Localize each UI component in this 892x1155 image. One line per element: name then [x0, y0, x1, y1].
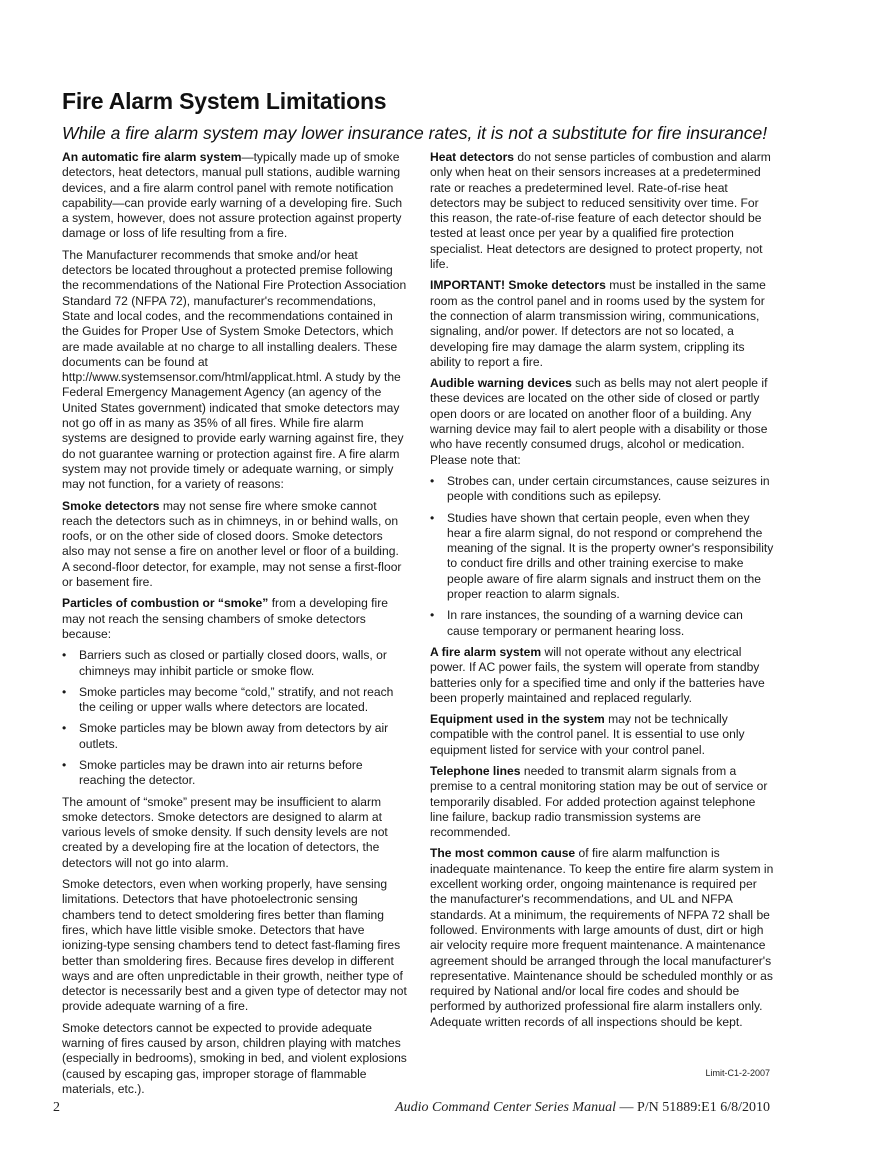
text-smoke-detectors: may not sense fire where smoke cannot reach the detectors such as in chimneys, in or behind walls, on roofs, or on the other side of closed doors. Smoke detectors also may not sense a fire on another level or floor of a building. A second-floor detector, for example, may not sense a first-floor or basement fire.: [62, 498, 402, 590]
paragraph-particles-of-combustion: [62, 596, 407, 642]
list-item: • Smoke particles may be drawn into air returns before reaching the detector.: [62, 758, 407, 789]
lead-audible-warning-devices: Audible warning devices: [430, 376, 572, 391]
text-audible-warning-devices: such as bells may not alert people if these devices are located on the other side of closed or partly open doors or are located on another floor of a building. Any warning device may fail to alert people with a disability or those who have recently consumed drugs, alcohol or medication. Please note that:: [430, 376, 768, 467]
text-amount-of-smoke: The amount of “smoke” present may be insufficient to alarm smoke detectors. Smoke detectors are designed to alarm at various levels of smoke density. If such density levels are not created by a developing fire at the location of detectors, the detectors will not go into alarm.: [62, 794, 388, 870]
text-sensing-limitations: Smoke detectors, even when working properly, have sensing limitations. Detectors that have photoelectronic sensing chambers tend to detect smoldering fires better than flaming fires, which have little visible smoke. Detectors that have ionizing-type sensing chambers tend to detect fast-flaming fires better than smoldering fires. Because fires develop in different ways and are often unpredictable in their growth, neither type of detector is necessarily best and a given type of detector may not provide adequate warning of a fire.: [62, 877, 407, 1014]
paragraph-important-smoke-detectors: [430, 278, 775, 370]
lead-automatic-system: An automatic fire alarm system: [62, 150, 242, 164]
paragraph-automatic-system: [62, 150, 407, 242]
lead-particles-of-combustion: Particles of combustion or “smoke”: [62, 596, 269, 611]
right-column: [430, 150, 775, 1036]
paragraph-heat-detectors: [430, 150, 775, 272]
text-heat-detectors: do not sense particles of combustion and alarm only when heat on their sensors increases at a predetermined rate or reaches a predetermined level. Rate-of-rise heat detectors may be subject to reduced sensitivity over time. For this reason, the rate-of-rise feature of each detector should be tested at least once per year by a qualified fire protection specialist. Heat detectors are designed to protect property, not life.: [430, 150, 771, 272]
list-item: • Studies have shown that certain people, even when they hear a fire alarm signal, do not respond or comprehend the meaning of the signal. It is the property owner's responsibility to conduct fire drills and other training exercise to make people aware of fire alarm signals and instruct them on the proper reaction to alarm signals.: [430, 511, 775, 603]
paragraph-arson-and-explosions: [62, 1021, 407, 1097]
document-code: Limit-C1-2-2007: [705, 1068, 770, 1078]
lead-fire-alarm-power: A fire alarm system: [430, 644, 542, 659]
lead-equipment-compatibility: Equipment used in the system: [430, 712, 605, 727]
left-column: [62, 150, 407, 1103]
paragraph-fire-alarm-power: [430, 645, 775, 706]
list-item: • Smoke particles may be blown away from detectors by air outlets.: [62, 721, 407, 752]
text-equipment-compatibility: may not be technically compatible with the control panel. It is essential to use only equipment listed for service with your control panel.: [430, 712, 745, 757]
footer-manual-info: [395, 1100, 770, 1116]
lead-heat-detectors: Heat detectors: [430, 150, 515, 164]
page-title: Fire Alarm System Limitations: [62, 88, 387, 114]
footer-manual-title: Audio Command Center Series Manual: [395, 1100, 616, 1115]
text-common-cause: of fire alarm malfunction is inadequate maintenance. To keep the entire fire alarm system in excellent working order, ongoing maintenance is required per the manufacturer's recommendations, and UL and NFPA standards. At a minimum, the requirements of NFPA 72 shall be followed. Environments with large amounts of dust, dirt or high air velocity require more frequent maintenance. A maintenance agreement should be arranged through the local manufacturer's representative. Maintenance should be scheduled monthly or as required by National and/or local fire codes and should be performed by authorized professional fire alarm installers only. Adequate written records of all inspections should be kept.: [430, 846, 774, 1029]
text-fire-alarm-power: will not operate without any electrical power. If AC power fails, the system will operate from standby batteries only for a specified time and only if the batteries have been properly maintained and replaced regularly.: [430, 644, 765, 705]
list-item: • Smoke particles may become “cold,” stratify, and not reach the ceiling or upper walls where detectors are located.: [62, 685, 407, 716]
text-telephone-lines: needed to transmit alarm signals from a premise to a central monitoring station may be out of service or temporarily disabled. For added protection against telephone line failure, backup radio transmission systems are recommended.: [430, 763, 768, 840]
paragraph-common-cause: [430, 846, 775, 1030]
paragraph-smoke-detectors: [62, 499, 407, 591]
list-item: • Strobes can, under certain circumstances, cause seizures in people with conditions such as epilepsy.: [430, 474, 775, 505]
paragraph-amount-of-smoke: [62, 795, 407, 871]
lead-smoke-detectors: Smoke detectors: [62, 498, 160, 513]
paragraph-telephone-lines: [430, 764, 775, 840]
lead-important-smoke-detectors: IMPORTANT! Smoke detectors: [430, 278, 606, 293]
text-particles-of-combustion: from a developing fire may not reach the sensing chambers of smoke detectors because:: [62, 596, 388, 641]
lead-telephone-lines: Telephone lines: [430, 763, 521, 778]
list-item: • Barriers such as closed or partially closed doors, walls, or chimneys may inhibit particle or smoke flow.: [62, 648, 407, 679]
paragraph-sensing-limitations: [62, 877, 407, 1015]
paragraph-audible-warning-devices: [430, 376, 775, 468]
paragraph-equipment-compatibility: [430, 712, 775, 758]
paragraph-manufacturer-recommendations: [62, 248, 407, 493]
page-subtitle: While a fire alarm system may lower insurance rates, it is not a substitute for fire insurance!: [62, 123, 768, 143]
page-number: 2: [53, 1100, 60, 1115]
footer-part-info: — P/N 51889:E1 6/8/2010: [615, 1100, 770, 1115]
smoke-particle-list: [62, 648, 407, 788]
text-manufacturer-recommendations: The Manufacturer recommends that smoke and/or heat detectors be located throughout a protected premise following the recommendations of the National Fire Protection Association Standard 72 (NFPA 72), manufacturer's recommendations, State and local codes, and the recommendations contained in the Guides for Proper Use of System Smoke Detectors, which are made available at no charge to all installing dealers. These documents can be found at http://www.systemsensor.com/html/applicat.html. A study by the Federal Emergency Management Agency (an agency of the United States government) indicated that smoke detectors may not go off in as many as 35% of all fires. While fire alarm systems are designed to provide early warning against fire, they do not guarantee warning or protection against fire. A fire alarm system may not provide timely or adequate warning, or simply may not function, for a variety of reasons:: [62, 247, 407, 492]
text-automatic-system: —typically made up of smoke detectors, heat detectors, manual pull stations, audible warning devices, and a fire alarm control panel with remote notification capability—can provide early warning of a developing fire. Such a system, however, does not assure protection against property damage or loss of life resulting from a fire.: [62, 150, 403, 241]
lead-common-cause: The most common cause: [430, 846, 576, 861]
text-arson-and-explosions: Smoke detectors cannot be expected to provide adequate warning of fires caused by arson, children playing with matches (especially in bedrooms), smoking in bed, and violent explosions (caused by escaping gas, improper storage of flammable materials, etc.).: [62, 1020, 407, 1096]
list-item: • In rare instances, the sounding of a warning device can cause temporary or permanent hearing loss.: [430, 608, 775, 639]
warning-device-list: [430, 474, 775, 639]
text-important-smoke-detectors: must be installed in the same room as the control panel and in rooms used by the system for the connection of alarm transmission wiring, communications, signaling, and/or power. If detectors are not so located, a developing fire may damage the alarm system, crippling its ability to report a fire.: [430, 278, 766, 369]
